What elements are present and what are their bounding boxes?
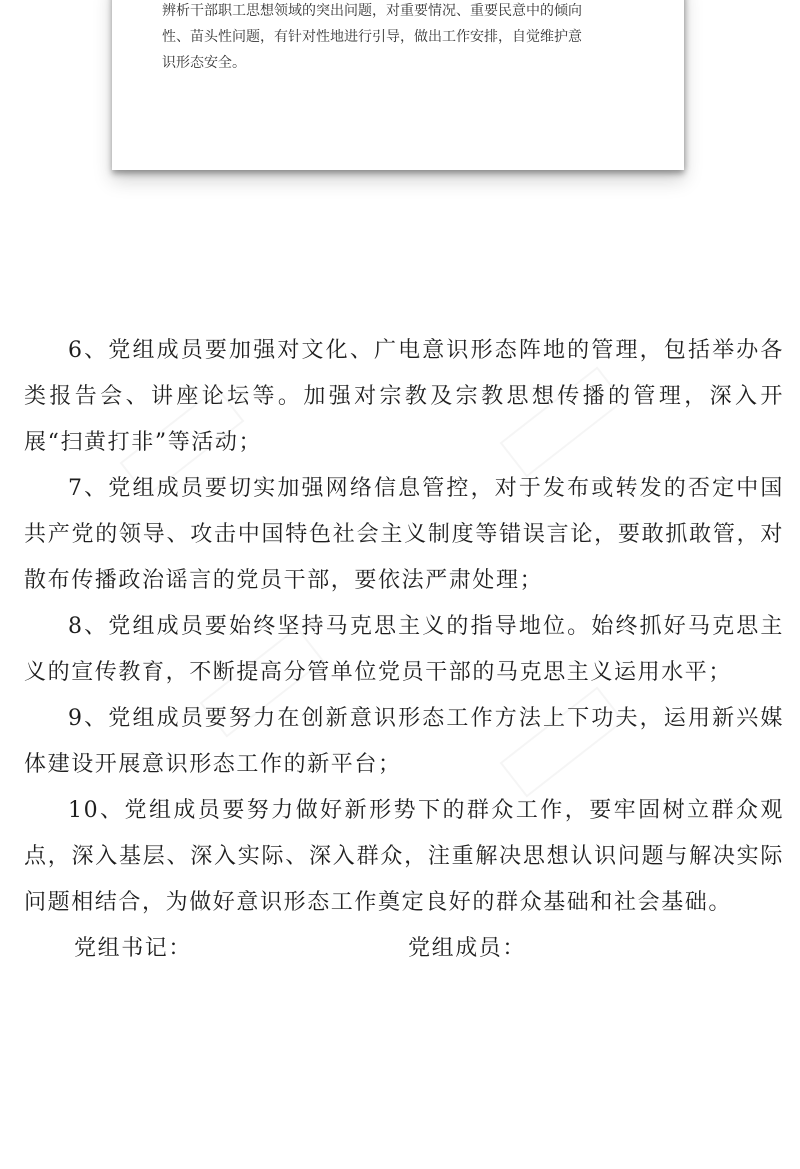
document-body	[24, 328, 784, 972]
paragraph-item-8: 8、党组成员要始终坚持马克思主义的指导地位。始终抓好马克思主义的宣传教育，不断提高分管单位党员干部的马克思主义运用水平；	[24, 614, 784, 685]
previous-page-card	[112, 0, 684, 170]
previous-page-text	[162, 0, 642, 76]
members-signature-label: 党组成员：	[408, 936, 527, 961]
paragraph-item-10: 10、党组成员要努力做好新形势下的群众工作，要牢固树立群众观点，深入基层、深入实际、深入群众，注重解决思想认识问题与解决实际问题相结合，为做好意识形态工作奠定良好的群众基础和社会基础。	[24, 798, 784, 915]
previous-page-line: 识形态安全。	[162, 55, 246, 71]
signature-row	[24, 926, 784, 972]
paragraph-item-7: 7、党组成员要切实加强网络信息管控，对于发布或转发的否定中国共产党的领导、攻击中国特色社会主义制度等错误言论，要敢抓敢管，对散布传播政治谣言的党员干部，要依法严肃处理；	[24, 476, 784, 593]
paragraph-item-9: 9、党组成员要努力在创新意识形态工作方法上下功夫，运用新兴媒体建设开展意识形态工作的新平台；	[24, 706, 784, 777]
secretary-signature-label: 党组书记：	[74, 936, 193, 961]
paragraph-item-6: 6、党组成员要加强对文化、广电意识形态阵地的管理，包括举办各类报告会、讲座论坛等。加强对宗教及宗教思想传播的管理，深入开展“扫黄打非”等活动；	[24, 338, 784, 455]
previous-page-line: 辨析干部职工思想领域的突出问题，对重要情况、重要民意中的倾向	[162, 3, 582, 19]
previous-page-line: 性、苗头性问题，有针对性地进行引导，做出工作安排，自觉维护意	[162, 29, 582, 45]
